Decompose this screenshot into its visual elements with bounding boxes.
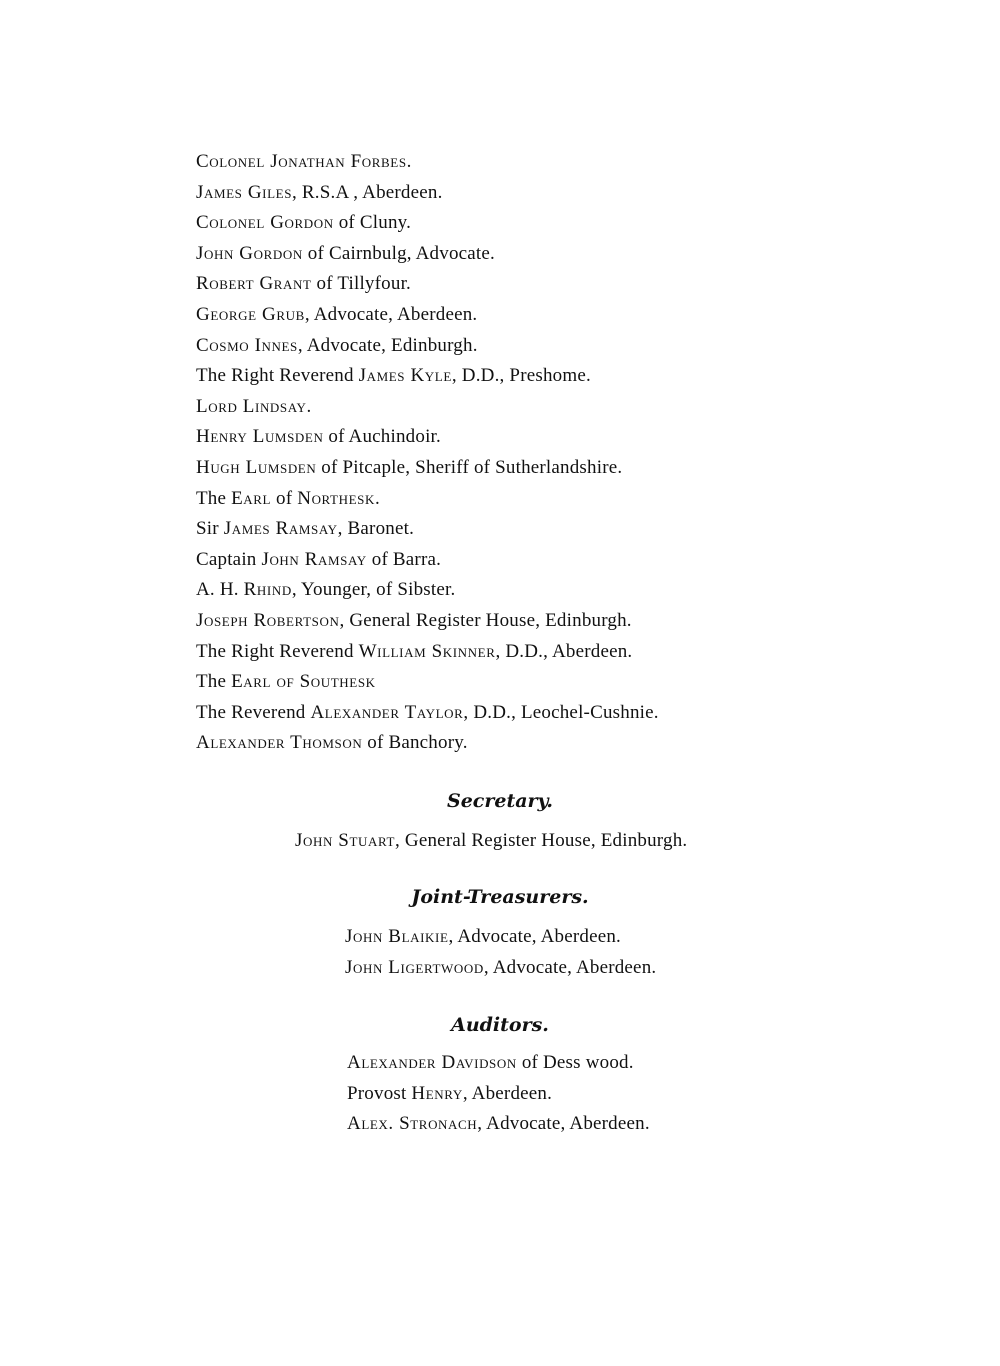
name-text: John Ligertwood: [345, 956, 484, 978]
detail-text: , D.D., Leochel-Cushnie.: [463, 701, 659, 723]
detail-text: Sir: [196, 518, 224, 540]
detail-text: The Right Reverend: [196, 640, 359, 662]
list-item: [196, 514, 956, 545]
detail-text: of Cairnbulg, Advocate.: [302, 242, 495, 264]
name-text: Alexander Davidson: [347, 1052, 517, 1073]
list-item: [347, 1048, 650, 1079]
detail-text: of Cluny.: [333, 212, 412, 234]
detail-text: of Dess wood.: [516, 1052, 634, 1073]
detail-text: The Reverend: [196, 701, 311, 723]
list-item: [196, 453, 956, 484]
list-item: [196, 667, 956, 698]
name-text: Rhind: [243, 579, 292, 601]
detail-text: , Aberdeen.: [462, 1082, 553, 1104]
members-list: [196, 147, 956, 759]
list-item: [196, 392, 956, 423]
name-text: Alexander Taylor: [310, 701, 464, 723]
detail-text: .: [406, 151, 412, 172]
detail-text: , R.S.A , Aberdeen.: [292, 181, 443, 203]
list-item: [196, 208, 956, 239]
name-text: Joseph Robertson: [196, 609, 340, 631]
detail-text: , Advocate, Aberdeen.: [304, 303, 478, 325]
list-item: [196, 239, 956, 270]
detail-text: The: [196, 487, 232, 509]
list-item: [196, 147, 956, 178]
list-item: [345, 922, 656, 953]
name-text: Colonel Jonathan Forbes: [196, 151, 407, 172]
name-text: James Ramsay: [223, 518, 338, 540]
name-text: Cosmo Innes: [196, 334, 298, 356]
list-item: [347, 1079, 650, 1110]
list-item: [196, 178, 956, 209]
name-text: Alex. Stronach: [347, 1113, 478, 1135]
name-text: Earl of Southesk: [231, 671, 376, 693]
name-text: Robert Grant: [196, 273, 312, 295]
detail-text: , Baronet.: [337, 518, 415, 540]
name-text: Northesk: [297, 487, 375, 509]
auditors-heading: Auditors.: [451, 1014, 549, 1036]
secretary-list: [295, 826, 687, 857]
detail-text: , D.D., Preshome.: [451, 365, 591, 387]
secretary-heading: Secretary.: [446, 790, 554, 812]
detail-text: A. H.: [196, 579, 244, 601]
name-text: Henry Lumsden: [196, 426, 324, 448]
detail-text: of Auchindoir.: [323, 426, 441, 448]
detail-text: Provost: [347, 1082, 412, 1104]
list-item: [196, 545, 956, 576]
list-item: [196, 484, 956, 515]
name-text: Colonel Gordon: [196, 212, 334, 234]
name-text: John Ramsay: [261, 548, 367, 570]
detail-text: , Advocate, Aberdeen.: [448, 926, 622, 947]
detail-text: of: [271, 487, 298, 509]
name-text: John Gordon: [196, 242, 303, 264]
list-item: [196, 422, 956, 453]
list-item: [196, 698, 956, 729]
list-item: [196, 269, 956, 300]
detail-text: .: [306, 395, 312, 417]
list-item: [196, 575, 956, 606]
list-item: [196, 606, 956, 637]
auditors-list: [347, 1048, 650, 1140]
name-text: Henry: [411, 1082, 463, 1104]
name-text: William Skinner: [358, 640, 496, 662]
list-item: [196, 637, 956, 668]
name-text: James Giles: [196, 181, 293, 203]
name-text: George Grub: [196, 303, 305, 325]
detail-text: The: [196, 671, 232, 693]
list-item: [196, 331, 956, 362]
detail-text: , General Register House, Edinburgh.: [395, 830, 688, 851]
detail-text: , Advocate, Edinburgh.: [297, 334, 478, 356]
detail-text: Captain: [196, 548, 262, 570]
detail-text: .: [374, 487, 380, 509]
detail-text: of Tillyfour.: [311, 273, 411, 295]
name-text: John Blaikie: [345, 926, 449, 947]
list-item: [295, 826, 687, 857]
detail-text: The Right Reverend: [196, 365, 359, 387]
name-text: Alexander Thomson: [196, 732, 363, 754]
treasurers-list: [345, 922, 656, 983]
treasurers-heading: Joint-Treasurers.: [411, 886, 589, 908]
list-item: [196, 300, 956, 331]
name-text: Lord Lindsay: [196, 395, 307, 417]
list-item: [196, 728, 956, 759]
detail-text: , D.D., Aberdeen.: [495, 640, 633, 662]
detail-text: of Banchory.: [362, 732, 468, 754]
name-text: James Kyle: [358, 365, 452, 387]
detail-text: , General Register House, Edinburgh.: [339, 609, 632, 631]
list-item: [345, 953, 656, 984]
name-text: Earl: [231, 487, 272, 509]
detail-text: , Younger, of Sibster.: [291, 579, 456, 601]
list-item: [347, 1109, 650, 1140]
name-text: John Stuart: [295, 830, 396, 851]
name-text: Hugh Lumsden: [196, 456, 317, 478]
list-item: [196, 361, 956, 392]
detail-text: , Advocate, Aberdeen.: [483, 956, 657, 978]
detail-text: of Pitcaple, Sheriff of Sutherlandshire.: [316, 456, 623, 478]
detail-text: , Advocate, Aberdeen.: [477, 1113, 650, 1135]
detail-text: of Barra.: [366, 548, 442, 570]
